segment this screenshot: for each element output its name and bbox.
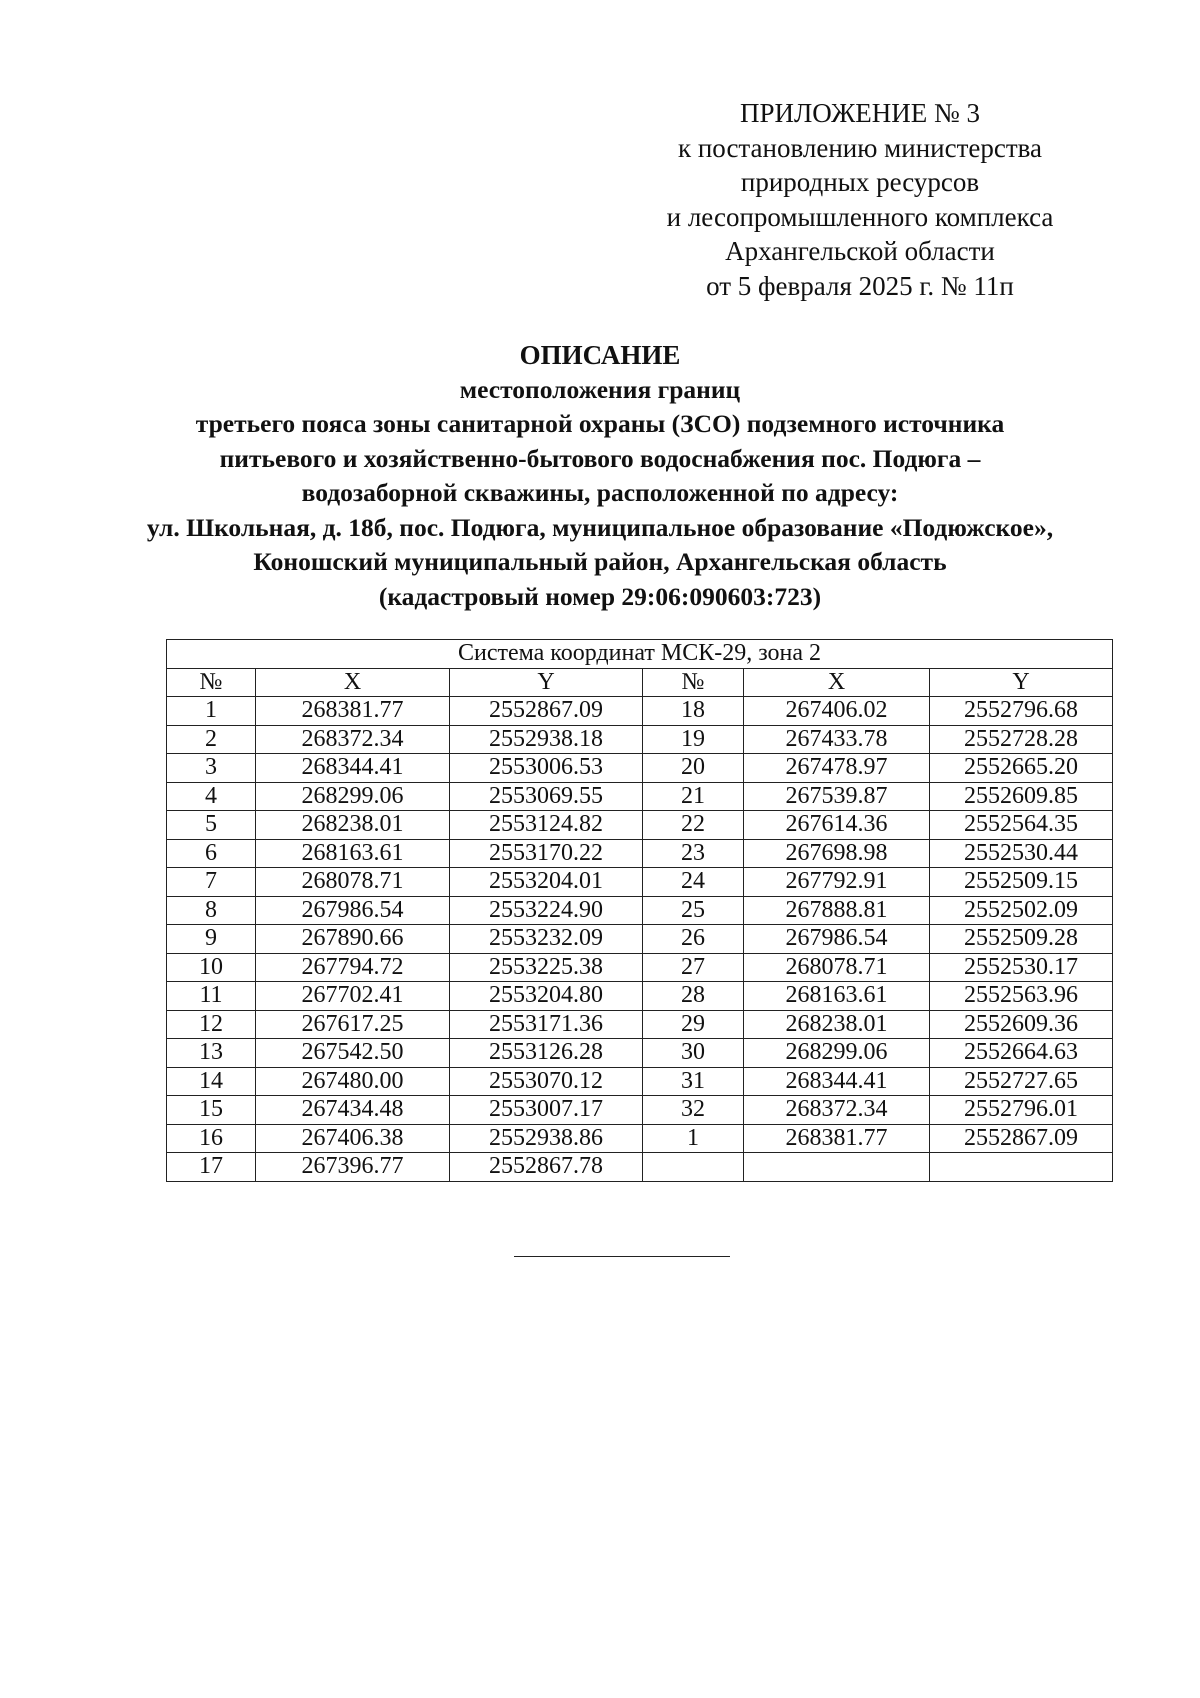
appendix-number: ПРИЛОЖЕНИЕ № 3 [739, 98, 981, 128]
table-row [167, 697, 1113, 726]
y-coordinate: 2553007.17 [450, 1096, 643, 1125]
heading-line: питьевого и хозяйственно-бытового водоснабжения пос. Подюга – [219, 443, 981, 473]
x-coordinate: 268163.61 [256, 839, 450, 868]
point-number: 20 [643, 754, 744, 783]
point-number: 32 [643, 1096, 744, 1125]
x-coordinate: 267542.50 [256, 1039, 450, 1068]
appendix-date: от 5 февраля 2025 г. № 11п [706, 270, 1014, 301]
header-number: № [167, 668, 256, 697]
x-coordinate: 267792.91 [744, 868, 930, 897]
y-coordinate: 2552609.36 [930, 1010, 1113, 1039]
y-coordinate: 2553006.53 [450, 754, 643, 783]
y-coordinate: 2552867.78 [450, 1153, 643, 1182]
y-coordinate: 2553070.12 [450, 1067, 643, 1096]
y-coordinate [930, 1153, 1113, 1182]
y-coordinate: 2552727.65 [930, 1067, 1113, 1096]
point-number: 31 [643, 1067, 744, 1096]
heading-line: Коношский муниципальный район, Архангельская область [253, 547, 947, 576]
document-heading [0, 338, 1200, 614]
heading-address: ул. Школьная, д. 18б, пос. Подюга, муниципальное образование «Подюжское», [146, 512, 1054, 542]
y-coordinate: 2552563.96 [930, 982, 1113, 1011]
closing-rule [514, 1256, 730, 1257]
x-coordinate: 267480.00 [256, 1067, 450, 1096]
table-row [167, 811, 1113, 840]
point-number: 29 [643, 1010, 744, 1039]
x-coordinate: 267478.97 [744, 754, 930, 783]
point-number: 3 [167, 754, 256, 783]
x-coordinate: 268238.01 [256, 811, 450, 840]
x-coordinate: 267888.81 [744, 896, 930, 925]
x-coordinate: 268238.01 [744, 1010, 930, 1039]
x-coordinate: 267986.54 [256, 896, 450, 925]
table-row [167, 1096, 1113, 1125]
point-number: 15 [167, 1096, 256, 1125]
x-coordinate: 267406.38 [256, 1124, 450, 1153]
table-row [167, 925, 1113, 954]
point-number: 11 [167, 982, 256, 1011]
cadastral-number: (кадастровый номер 29:06:090603:723) [378, 581, 822, 611]
x-coordinate: 268372.34 [744, 1096, 930, 1125]
point-number: 26 [643, 925, 744, 954]
point-number: 16 [167, 1124, 256, 1153]
table-row [167, 982, 1113, 1011]
y-coordinate: 2552509.15 [930, 868, 1113, 897]
point-number: 17 [167, 1153, 256, 1182]
y-coordinate: 2552938.18 [450, 725, 643, 754]
y-coordinate: 2552509.28 [930, 925, 1113, 954]
point-number: 14 [167, 1067, 256, 1096]
y-coordinate: 2552728.28 [930, 725, 1113, 754]
y-coordinate: 2552938.86 [450, 1124, 643, 1153]
y-coordinate: 2552796.01 [930, 1096, 1113, 1125]
document-title: ОПИСАНИЕ [519, 340, 681, 370]
appendix-ref-line: Архангельской области [725, 236, 995, 266]
point-number: 25 [643, 896, 744, 925]
table-row [167, 1153, 1113, 1182]
x-coordinate: 268381.77 [744, 1124, 930, 1153]
y-coordinate: 2553225.38 [450, 953, 643, 982]
point-number: 22 [643, 811, 744, 840]
appendix-ref-line: природных ресурсов [740, 167, 980, 197]
point-number: 1 [643, 1124, 744, 1153]
x-coordinate: 267396.77 [256, 1153, 450, 1182]
table-row [167, 1039, 1113, 1068]
y-coordinate: 2552867.09 [450, 697, 643, 726]
table-row [167, 953, 1113, 982]
table-caption: Система координат МСК-29, зона 2 [167, 640, 1113, 669]
table-row [167, 1010, 1113, 1039]
header-number: № [643, 668, 744, 697]
header-x: X [256, 668, 450, 697]
x-coordinate: 267702.41 [256, 982, 450, 1011]
x-coordinate: 267539.87 [744, 782, 930, 811]
x-coordinate: 267614.36 [744, 811, 930, 840]
x-coordinate: 268372.34 [256, 725, 450, 754]
point-number: 7 [167, 868, 256, 897]
header-y: Y [450, 668, 643, 697]
table-caption-row [167, 640, 1113, 669]
heading-line: местоположения границ [459, 374, 741, 404]
x-coordinate: 267434.48 [256, 1096, 450, 1125]
appendix-block [640, 96, 1080, 303]
x-coordinate: 268299.06 [744, 1039, 930, 1068]
x-coordinate: 268344.41 [256, 754, 450, 783]
point-number: 9 [167, 925, 256, 954]
x-coordinate: 267890.66 [256, 925, 450, 954]
x-coordinate: 268299.06 [256, 782, 450, 811]
y-coordinate: 2552502.09 [930, 896, 1113, 925]
y-coordinate: 2552530.17 [930, 953, 1113, 982]
y-coordinate: 2553171.36 [450, 1010, 643, 1039]
y-coordinate: 2553232.09 [450, 925, 643, 954]
table-row [167, 782, 1113, 811]
point-number: 19 [643, 725, 744, 754]
point-number: 5 [167, 811, 256, 840]
table-row [167, 1124, 1113, 1153]
x-coordinate: 267986.54 [744, 925, 930, 954]
y-coordinate: 2552609.85 [930, 782, 1113, 811]
y-coordinate: 2553224.90 [450, 896, 643, 925]
y-coordinate: 2553204.01 [450, 868, 643, 897]
point-number: 21 [643, 782, 744, 811]
y-coordinate: 2552530.44 [930, 839, 1113, 868]
y-coordinate: 2553126.28 [450, 1039, 643, 1068]
point-number: 24 [643, 868, 744, 897]
x-coordinate: 268078.71 [256, 868, 450, 897]
point-number: 23 [643, 839, 744, 868]
table-row [167, 839, 1113, 868]
heading-line: третьего пояса зоны санитарной охраны (ЗСО) подземного источника [195, 409, 1005, 438]
y-coordinate: 2553124.82 [450, 811, 643, 840]
y-coordinate: 2552664.63 [930, 1039, 1113, 1068]
x-coordinate: 268078.71 [744, 953, 930, 982]
table-row [167, 896, 1113, 925]
x-coordinate: 267794.72 [256, 953, 450, 982]
point-number: 12 [167, 1010, 256, 1039]
y-coordinate: 2553069.55 [450, 782, 643, 811]
table-row [167, 868, 1113, 897]
x-coordinate: 268344.41 [744, 1067, 930, 1096]
table-row [167, 725, 1113, 754]
header-y: Y [930, 668, 1113, 697]
point-number: 13 [167, 1039, 256, 1068]
table-header-row [167, 668, 1113, 697]
y-coordinate: 2553204.80 [450, 982, 643, 1011]
x-coordinate: 268163.61 [744, 982, 930, 1011]
header-x: X [744, 668, 930, 697]
y-coordinate: 2552867.09 [930, 1124, 1113, 1153]
point-number: 28 [643, 982, 744, 1011]
table-row [167, 754, 1113, 783]
point-number: 4 [167, 782, 256, 811]
x-coordinate [744, 1153, 930, 1182]
point-number: 30 [643, 1039, 744, 1068]
point-number: 1 [167, 697, 256, 726]
y-coordinate: 2552796.68 [930, 697, 1113, 726]
y-coordinate: 2552564.35 [930, 811, 1113, 840]
point-number: 6 [167, 839, 256, 868]
point-number: 10 [167, 953, 256, 982]
x-coordinate: 267433.78 [744, 725, 930, 754]
appendix-ref-line: к постановлению министерства [677, 132, 1043, 163]
point-number: 27 [643, 953, 744, 982]
x-coordinate: 267406.02 [744, 697, 930, 726]
y-coordinate: 2552665.20 [930, 754, 1113, 783]
heading-line: водозаборной скважины, расположенной по адресу: [301, 478, 899, 507]
x-coordinate: 267617.25 [256, 1010, 450, 1039]
table-row [167, 1067, 1113, 1096]
point-number [643, 1153, 744, 1182]
point-number: 8 [167, 896, 256, 925]
x-coordinate: 267698.98 [744, 839, 930, 868]
point-number: 2 [167, 725, 256, 754]
y-coordinate: 2553170.22 [450, 839, 643, 868]
coordinates-table [166, 639, 1113, 1182]
point-number: 18 [643, 697, 744, 726]
x-coordinate: 268381.77 [256, 697, 450, 726]
appendix-ref-line: и лесопромышленного комплекса [666, 201, 1054, 232]
